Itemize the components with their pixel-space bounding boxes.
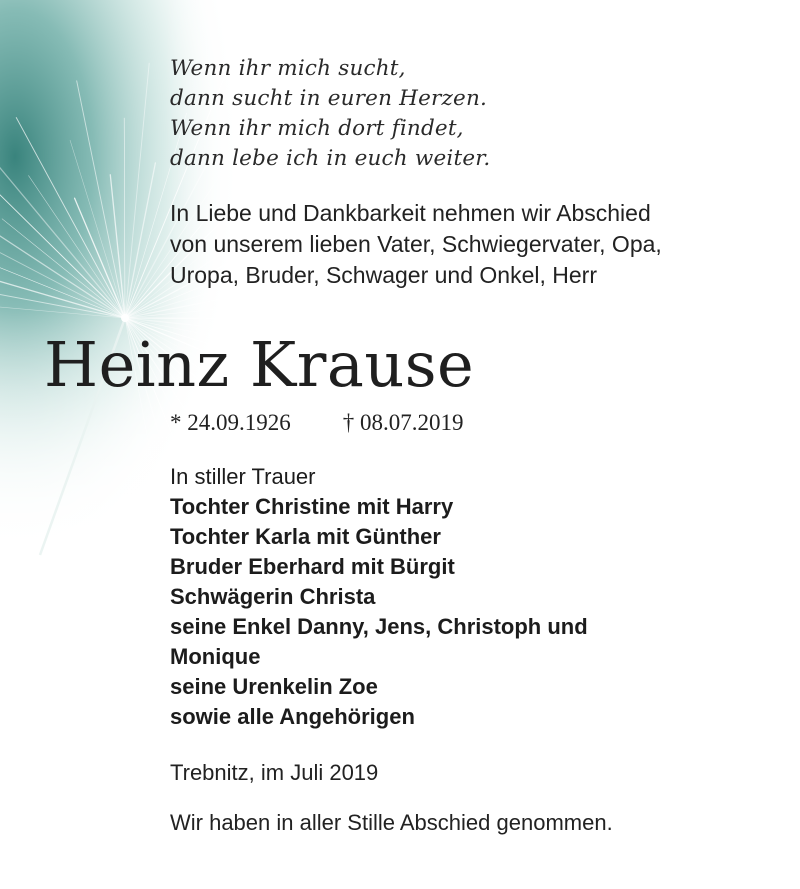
poem-line: Wenn ihr mich dort findet, — [170, 116, 464, 141]
death-date: † 08.07.2019 — [342, 410, 464, 435]
mourner-entry: Schwägerin Christa — [170, 584, 376, 609]
place-and-date: Trebnitz, im Juli 2019 — [170, 760, 379, 785]
farewell-intro — [170, 198, 662, 291]
mourners-list — [170, 462, 588, 732]
memorial-poem — [170, 54, 490, 174]
intro-line: Uropa, Bruder, Schwager und Onkel, Herr — [170, 262, 597, 288]
life-dates — [170, 406, 464, 440]
deceased-name: Heinz Krause — [44, 328, 475, 401]
mourner-entry: Bruder Eberhard mit Bürgit — [170, 554, 455, 579]
mourner-entry: seine Urenkelin Zoe — [170, 674, 378, 699]
mourner-entry: seine Enkel Danny, Jens, Christoph und — [170, 614, 588, 639]
mourner-entry: sowie alle Angehörigen — [170, 704, 415, 729]
mourner-entry: Tochter Christine mit Harry — [170, 494, 454, 519]
birth-date: * 24.09.1926 — [170, 410, 291, 435]
mourner-entry: Tochter Karla mit Günther — [170, 524, 441, 549]
mourner-entry: Monique — [170, 644, 261, 669]
poem-line: dann sucht in euren Herzen. — [170, 86, 488, 111]
intro-line: In Liebe und Dankbarkeit nehmen wir Abschied — [170, 200, 651, 226]
closing-note: Wir haben in aller Stille Abschied genommen. — [170, 810, 613, 835]
mourning-lead: In stiller Trauer — [170, 464, 316, 489]
poem-line: dann lebe ich in euch weiter. — [170, 146, 491, 171]
poem-line: Wenn ihr mich sucht, — [170, 56, 406, 81]
intro-line: von unserem lieben Vater, Schwiegervater, Opa, — [170, 231, 662, 257]
